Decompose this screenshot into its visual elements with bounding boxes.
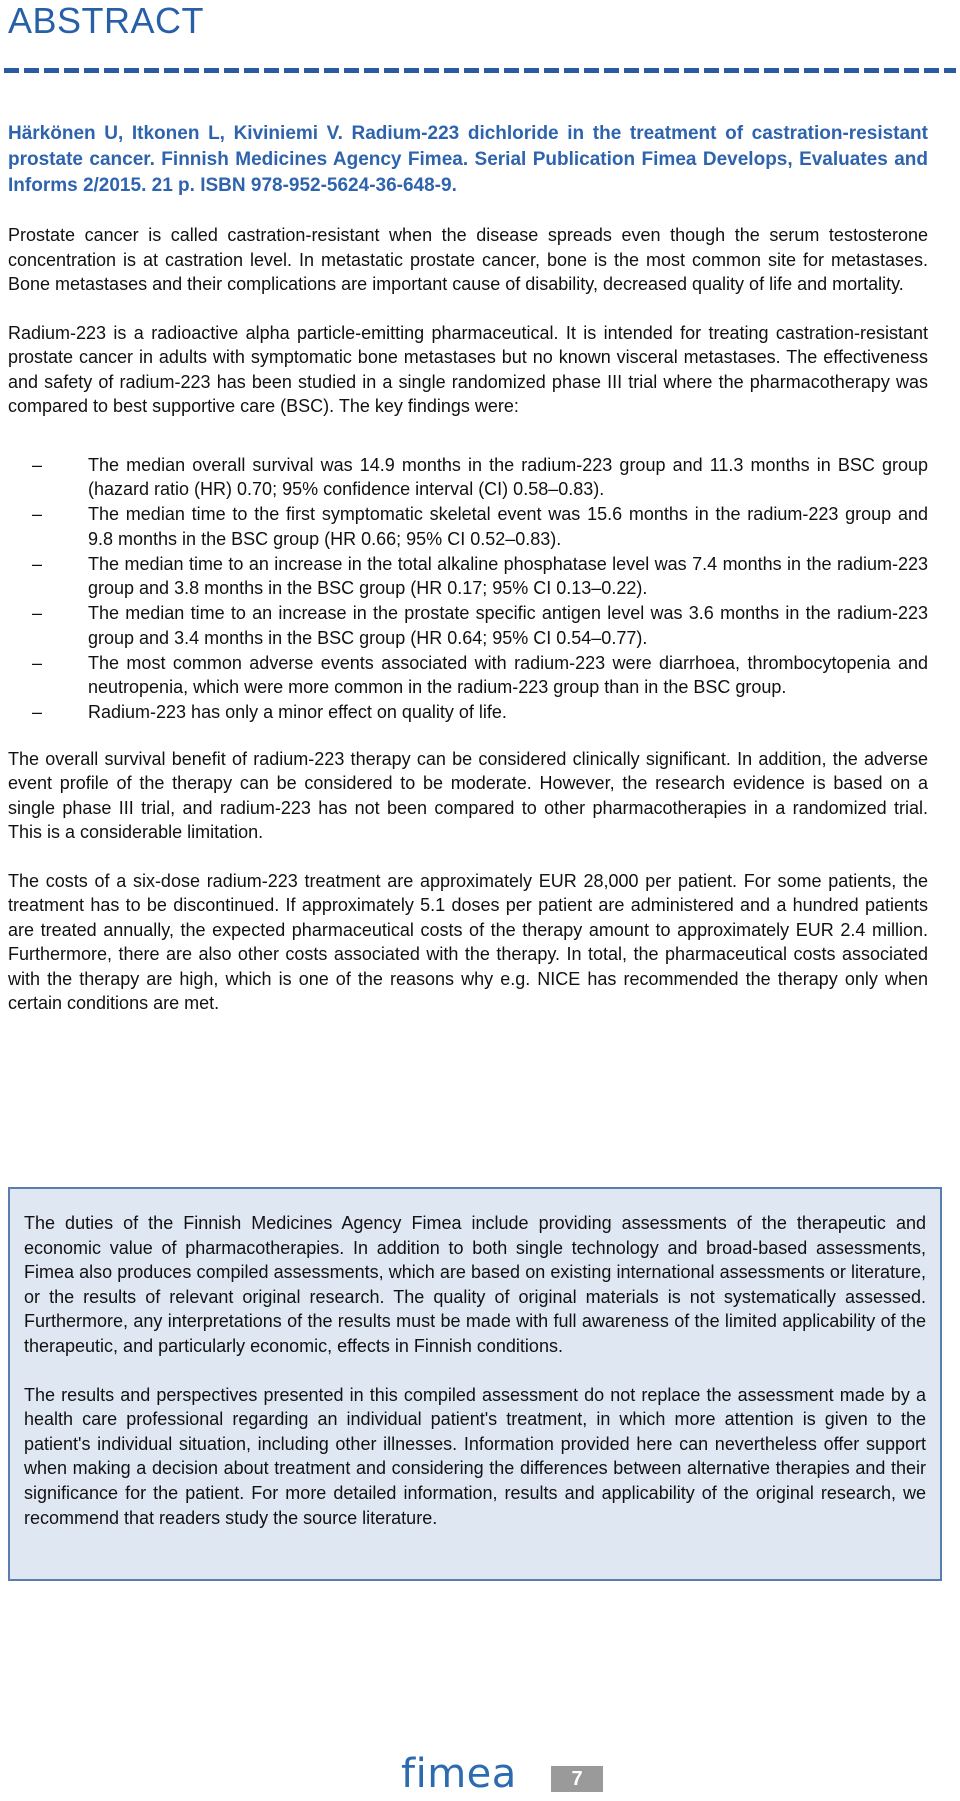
list-item (8, 552, 928, 601)
info-box-paragraph: The duties of the Finnish Medicines Agency Fimea include providing assessments of the therapeutic and economic value of pharmacotherapies. In addition to both single technology and broad-based assessments, Fimea also produces compiled assessments, which are based on existing international assessments or literature, or the results of relevant original research. The quality of original materials is not systematically assessed. Furthermore, any interpretations of the results must be made with full awareness of the limited applicability of the therapeutic, and particularly economic, effects in Finnish conditions. (24, 1213, 926, 1356)
paragraph-costs: The costs of a six-dose radium-223 treatment are approximately EUR 28,000 per patient. For some patients, the treatment has to be discontinued. If approximately 5.1 doses per patient are administered and a hundred patients are treated annually, the expected pharmaceutical costs of the therapy amount to approximately EUR 2.4 million. Furthermore, there are also other costs associated with the therapy. In total, the pharmaceutical costs associated with the therapy are high, which is one of the reasons why e.g. NICE has recommended the therapy only when certain conditions are met. (8, 870, 928, 1013)
dash-bullet-icon: – (32, 603, 43, 623)
dash-bullet-icon: – (32, 702, 43, 722)
dash-bullet-icon: – (32, 652, 43, 673)
list-item (8, 453, 928, 502)
list-item (8, 502, 928, 551)
dashed-divider (4, 68, 956, 73)
paragraph-background: Prostate cancer is called castration-resistant when the disease spreads even though the serum testosterone concentration is at castration level. In metastatic prostate cancer, bone is the most common site for metastases. Bone metastases and their complications are important cause of disability, decreased quality of life and mortality. (8, 225, 928, 294)
citation: Härkönen U, Itkonen L, Kiviniemi V. Radium-223 dichloride in the treatment of castration-resistant prostate cancer. Finnish Medicines Agency Fimea. Serial Publication Fimea Develops, Evaluates and Informs 2/2015. 21 p. ISBN 978-952-5624-36-648-9. (8, 123, 928, 196)
list-item-text: The most common adverse events associated with radium-223 were diarrhoea, thrombocytopenia and neutropenia, which were more common in the radium-223 group than in the BSC group. (88, 652, 928, 697)
fimea-info-box (8, 1187, 942, 1581)
list-item-text: The median time to an increase in the prostate specific antigen level was 3.6 months in the radium-223 group and 3.4 months in the BSC group (HR 0.64; 95% CI 0.54–0.77). (88, 603, 928, 648)
paragraph-conclusion: The overall survival benefit of radium-223 therapy can be considered clinically significant. In addition, the adverse event profile of the therapy can be considered to be moderate. However, the research evidence is based on a single phase III trial, and radium-223 has not been compared to other pharmacotherapies in a randomized trial. This is a considerable limitation. (8, 748, 928, 842)
list-item-text: The median time to an increase in the total alkaline phosphatase level was 7.4 months in the radium-223 group and 3.8 months in the BSC group (HR 0.17; 95% CI 0.13–0.22). (88, 553, 928, 598)
page-title: ABSTRACT (8, 0, 205, 41)
list-item-text: Radium-223 has only a minor effect on quality of life. (88, 702, 507, 722)
list-item (8, 601, 928, 650)
list-item (8, 700, 928, 725)
paragraph-radium-intro: Radium-223 is a radioactive alpha particle-emitting pharmaceutical. It is intended for treating castration-resistant prostate cancer in adults with symptomatic bone metastases but no known visceral metastases. The effectiveness and safety of radium-223 has been studied in a single randomized phase III trial where the pharmacotherapy was compared to best supportive care (BSC). The key findings were: (8, 322, 928, 416)
page-content (8, 0, 928, 1016)
list-item (8, 651, 928, 700)
info-box-paragraph: The results and perspectives presented in this compiled assessment do not replace the assessment made by a health care professional regarding an individual patient's treatment, in which more attention is given to the patient's individual situation, including other illnesses. Information provided here can nevertheless offer support when making a decision about treatment and considering the differences between alternative therapies and their significance for the patient. For more detailed information, results and applicability of the original research, we recommend that readers study the source literature. (24, 1384, 926, 1528)
list-item-text: The median time to the first symptomatic skeletal event was 15.6 months in the radium-223 group and 9.8 months in the BSC group (HR 0.66; 95% CI 0.52–0.83). (88, 504, 928, 549)
page-number: 7 (551, 1766, 603, 1792)
key-findings-list (8, 453, 928, 725)
dash-bullet-icon: – (32, 454, 43, 475)
fimea-logo: fimea (401, 1751, 517, 1797)
dash-bullet-icon: – (32, 504, 43, 524)
dash-bullet-icon: – (32, 553, 43, 574)
list-item-text: The median overall survival was 14.9 months in the radium-223 group and 11.3 months in BSC group (hazard ratio (HR) 0.70; 95% confidence interval (CI) 0.58–0.83). (88, 454, 928, 499)
